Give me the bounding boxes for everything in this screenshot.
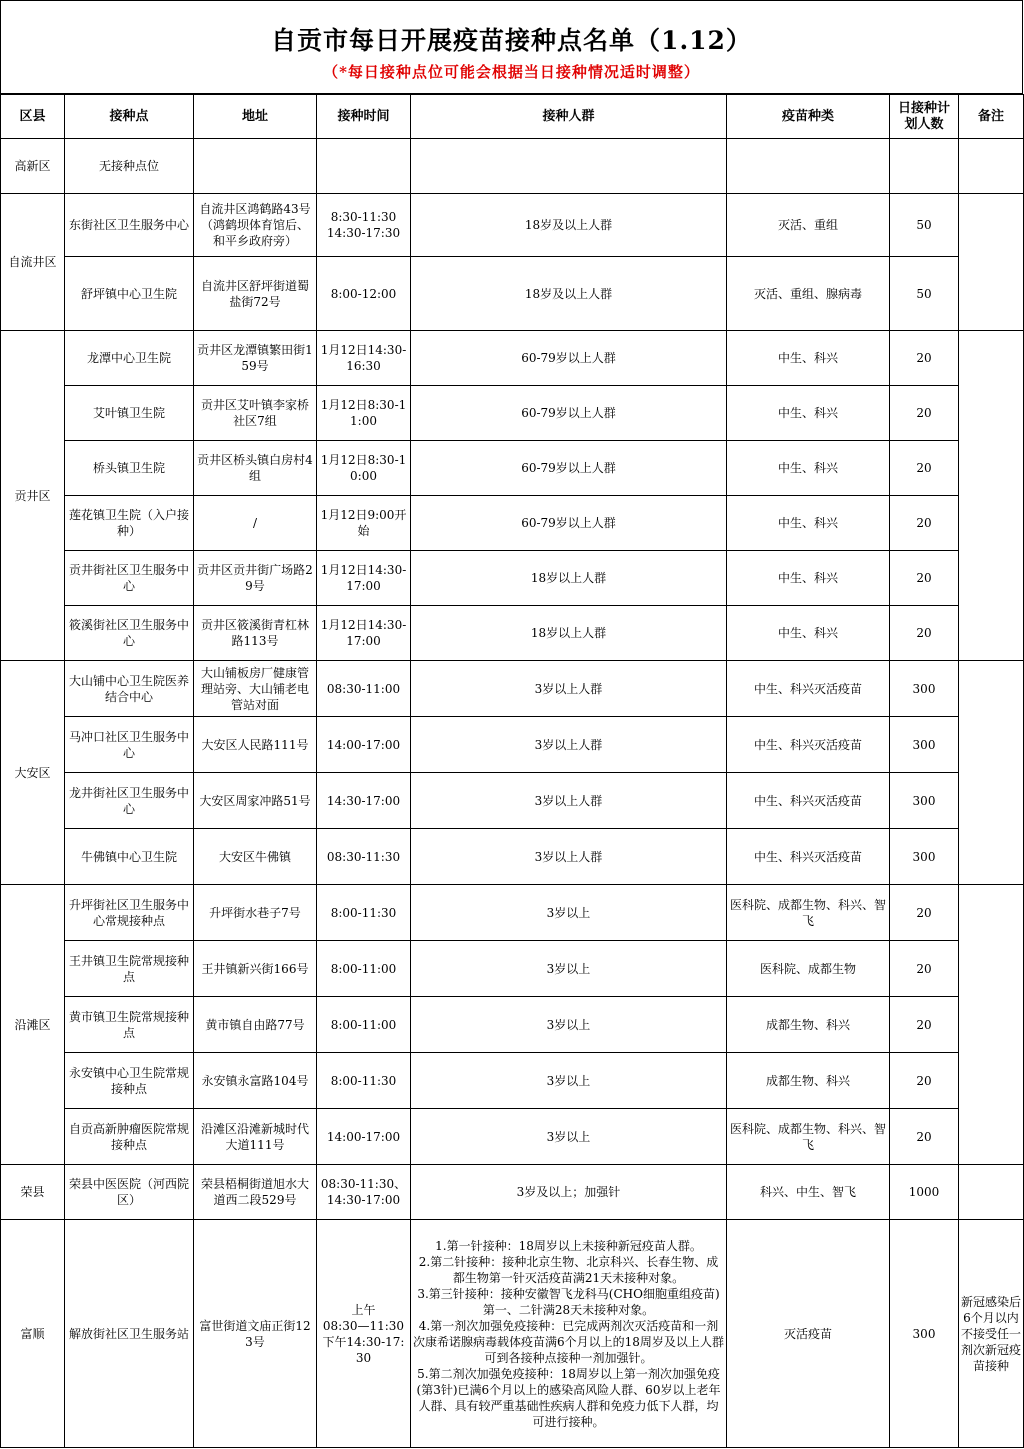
time-cell: 1月12日8:30-10:00 [317,441,411,496]
note-item: 3.第三针接种：接种安徽智飞龙科马(CHO细胞重组疫苗)第一、二针满28天未接种对象。 [417,1286,720,1317]
note-item: 4.第一剂次加强免疫接种：已完成两剂次灭活疫苗和一剂次康希诺腺病毒载体疫苗满6个月以上的18周岁及以上人群可到各接种点接种一剂加强针。 [413,1318,724,1365]
table-row [1,1220,1024,1448]
group-cell: 60-79岁以上人群 [411,441,727,496]
time-cell: 08:30-11:30、14:30-17:00 [317,1165,411,1220]
table-row [1,386,1024,441]
address-cell: 永安镇永富路104号 [194,1053,317,1109]
page-title: 自贡市每日开展疫苗接种点名单（1.12） [271,26,752,55]
site-cell: 马冲口社区卫生服务中心 [65,717,194,773]
site-cell: 黄市镇卫生院常规接种点 [65,997,194,1053]
plan-cell: 20 [890,997,959,1053]
note-item: 2.第二针接种：接种北京生物、北京科兴、长春生物、成都生物第一针灭活疫苗满21天未接种对象。 [418,1254,719,1285]
table-row [1,997,1024,1053]
header-group: 接种人群 [411,95,727,139]
address-cell: 大安区牛佛镇 [194,829,317,885]
table-row [1,194,1024,257]
address-cell: 大安区人民路111号 [194,717,317,773]
table-row [1,496,1024,551]
time-cell: 14:00-17:00 [317,1109,411,1165]
district-cell: 荣县 [1,1165,65,1220]
site-cell: 升坪街社区卫生服务中心常规接种点 [65,885,194,941]
address-cell: / [194,496,317,551]
vaccine-cell: 中生、科兴灭活疫苗 [727,661,890,717]
site-cell: 王井镇卫生院常规接种点 [65,941,194,997]
plan-cell: 300 [890,717,959,773]
vaccine-cell: 成都生物、科兴 [727,1053,890,1109]
time-cell: 08:30-11:30 [317,829,411,885]
time-cell [317,1220,411,1448]
site-cell: 牛佛镇中心卫生院 [65,829,194,885]
eligibility-notes [411,1220,727,1448]
vaccine-cell: 中生、科兴 [727,386,890,441]
site-cell: 永安镇中心卫生院常规接种点 [65,1053,194,1109]
site-cell: 龙潭中心卫生院 [65,331,194,386]
vaccine-cell: 中生、科兴 [727,551,890,606]
header-row [1,95,1024,139]
site-cell: 无接种点位 [65,139,194,194]
vaccine-cell: 中生、科兴 [727,606,890,661]
header-time: 接种时间 [317,95,411,139]
site-cell: 解放街社区卫生服务站 [65,1220,194,1448]
time-cell: 8:00-11:00 [317,941,411,997]
time-cell: 08:30-11:00 [317,661,411,717]
group-cell: 3岁以上人群 [411,773,727,829]
table-row [1,551,1024,606]
time-cell: 1月12日14:30-17:00 [317,551,411,606]
vaccine-cell: 中生、科兴灭活疫苗 [727,773,890,829]
address-cell: 沿滩区沿滩新城时代大道111号 [194,1109,317,1165]
vaccine-cell: 医科院、成都生物、科兴、智飞 [727,885,890,941]
page-subtitle: （*每日接种点位可能会根据当日接种情况适时调整） [323,63,700,81]
group-cell: 3岁以上人群 [411,717,727,773]
plan-cell: 20 [890,331,959,386]
vaccine-cell: 中生、科兴灭活疫苗 [727,829,890,885]
vaccine-cell: 中生、科兴 [727,441,890,496]
address-cell: 自流井区舒坪街道蜀盐街72号 [194,257,317,331]
plan-cell: 20 [890,885,959,941]
time-cell: 8:00-11:30 [317,885,411,941]
address-cell: 自流井区鸿鹤路43号（鸿鹤坝体育馆后、和平乡政府旁） [194,194,317,257]
time-cell: 8:00-12:00 [317,257,411,331]
address-cell: 贡井区艾叶镇李家桥社区7组 [194,386,317,441]
table-row [1,1165,1024,1220]
time-cell: 14:30-17:00 [317,773,411,829]
group-cell: 3岁以上 [411,941,727,997]
table-row [1,606,1024,661]
district-cell: 大安区 [1,661,65,885]
vaccine-cell: 灭活、重组、腺病毒 [727,257,890,331]
title-banner [0,0,1023,94]
table-row [1,1109,1024,1165]
vaccine-cell: 灭活疫苗 [727,1220,890,1448]
vaccine-cell: 医科院、成都生物 [727,941,890,997]
plan-cell: 20 [890,386,959,441]
time-pm: 下午14:30-17:30 [322,1334,405,1365]
table-row [1,661,1024,717]
site-cell: 莲花镇卫生院（入户接种） [65,496,194,551]
time-cell: 8:30-11:30 14:30-17:30 [317,194,411,257]
time-cell: 1月12日14:30-16:30 [317,331,411,386]
plan-cell: 20 [890,1109,959,1165]
group-cell: 3岁及以上；加强针 [411,1165,727,1220]
site-cell: 东街社区卫生服务中心 [65,194,194,257]
group-cell: 3岁以上 [411,997,727,1053]
plan-cell: 20 [890,941,959,997]
vaccine-cell: 科兴、中生、智飞 [727,1165,890,1220]
time-cell: 14:00-17:00 [317,717,411,773]
table-row [1,829,1024,885]
site-cell: 荣县中医医院（河西院区） [65,1165,194,1220]
plan-cell: 300 [890,773,959,829]
address-cell: 富世街道文庙正街123号 [194,1220,317,1448]
table-row [1,885,1024,941]
district-cell: 自流井区 [1,194,65,331]
plan-cell: 50 [890,257,959,331]
district-cell: 贡井区 [1,331,65,661]
group-cell: 3岁以上 [411,1053,727,1109]
header-address: 地址 [194,95,317,139]
address-cell: 贡井区桥头镇白房村4组 [194,441,317,496]
table-row [1,1053,1024,1109]
address-cell: 黄市镇自由路77号 [194,997,317,1053]
group-cell: 3岁以上 [411,1109,727,1165]
time-cell: 8:00-11:30 [317,1053,411,1109]
time-cell: 1月12日8:30-11:00 [317,386,411,441]
site-cell: 桥头镇卫生院 [65,441,194,496]
vaccine-cell: 中生、科兴灭活疫苗 [727,717,890,773]
district-cell: 富顺 [1,1220,65,1448]
time-cell: 1月12日14:30-17:00 [317,606,411,661]
time-am-label: 上午 [351,1302,376,1317]
note-item: 1.第一针接种：18周岁以上未接种新冠疫苗人群。 [435,1238,702,1253]
time-cell: 1月12日9:00开始 [317,496,411,551]
vaccine-cell: 中生、科兴 [727,496,890,551]
group-cell: 60-79岁以上人群 [411,386,727,441]
district-cell: 高新区 [1,139,65,194]
plan-cell: 20 [890,496,959,551]
remark-cell: 新冠感染后6个月以内不接受任一剂次新冠疫苗接种 [959,1220,1024,1448]
site-cell: 大山铺中心卫生院医养结合中心 [65,661,194,717]
address-cell: 升坪街水巷子7号 [194,885,317,941]
group-cell: 18岁以上人群 [411,551,727,606]
address-cell: 王井镇新兴街166号 [194,941,317,997]
address-cell: 贡井区龙潭镇繁田街159号 [194,331,317,386]
site-cell: 舒坪镇中心卫生院 [65,257,194,331]
address-cell: 贡井区贡井街广场路29号 [194,551,317,606]
table-row [1,941,1024,997]
header-remark: 备注 [959,95,1024,139]
plan-cell: 300 [890,829,959,885]
plan-cell: 20 [890,551,959,606]
time-am-range: 08:30—11:30 [322,1318,405,1333]
plan-cell: 1000 [890,1165,959,1220]
address-cell: 大山铺板房厂健康管理站旁、大山铺老电管站对面 [194,661,317,717]
group-cell: 18岁及以上人群 [411,257,727,331]
site-cell: 艾叶镇卫生院 [65,386,194,441]
vaccine-cell: 医科院、成都生物、科兴、智飞 [727,1109,890,1165]
district-cell: 沿滩区 [1,885,65,1165]
group-cell: 18岁及以上人群 [411,194,727,257]
site-cell: 贡井街社区卫生服务中心 [65,551,194,606]
plan-cell: 20 [890,441,959,496]
site-cell: 自贡高新肿瘤医院常规接种点 [65,1109,194,1165]
table-row [1,139,1024,194]
address-cell: 荣县梧桐街道旭水大道西二段529号 [194,1165,317,1220]
vaccine-cell: 中生、科兴 [727,331,890,386]
header-plan: 日接种计划人数 [890,95,959,139]
vaccine-cell: 灭活、重组 [727,194,890,257]
group-cell: 3岁以上 [411,885,727,941]
address-cell: 大安区周家冲路51号 [194,773,317,829]
group-cell: 3岁以上人群 [411,829,727,885]
header-site: 接种点 [65,95,194,139]
plan-cell: 300 [890,1220,959,1448]
plan-cell: 50 [890,194,959,257]
site-cell: 筱溪街社区卫生服务中心 [65,606,194,661]
plan-cell: 300 [890,661,959,717]
note-item: 5.第二剂次加强免疫接种：18周岁以上第一剂次加强免疫(第3针)已满6个月以上的感染高风险人群、60岁以上老年人群、具有较严重基础性疾病人群和免疫力低下人群，均可进行接种。 [416,1366,721,1429]
table-row [1,717,1024,773]
table-row [1,331,1024,386]
plan-cell: 20 [890,1053,959,1109]
table-row [1,773,1024,829]
group-cell: 60-79岁以上人群 [411,496,727,551]
vaccine-cell: 成都生物、科兴 [727,997,890,1053]
address-cell: 贡井区筱溪街青杠林路113号 [194,606,317,661]
header-vaccine: 疫苗种类 [727,95,890,139]
group-cell: 3岁以上人群 [411,661,727,717]
vaccination-table [0,94,1024,1448]
table-row [1,257,1024,331]
site-cell: 龙井街社区卫生服务中心 [65,773,194,829]
plan-cell: 20 [890,606,959,661]
table-row [1,441,1024,496]
time-cell: 8:00-11:00 [317,997,411,1053]
header-district: 区县 [1,95,65,139]
group-cell: 18岁以上人群 [411,606,727,661]
group-cell: 60-79岁以上人群 [411,331,727,386]
